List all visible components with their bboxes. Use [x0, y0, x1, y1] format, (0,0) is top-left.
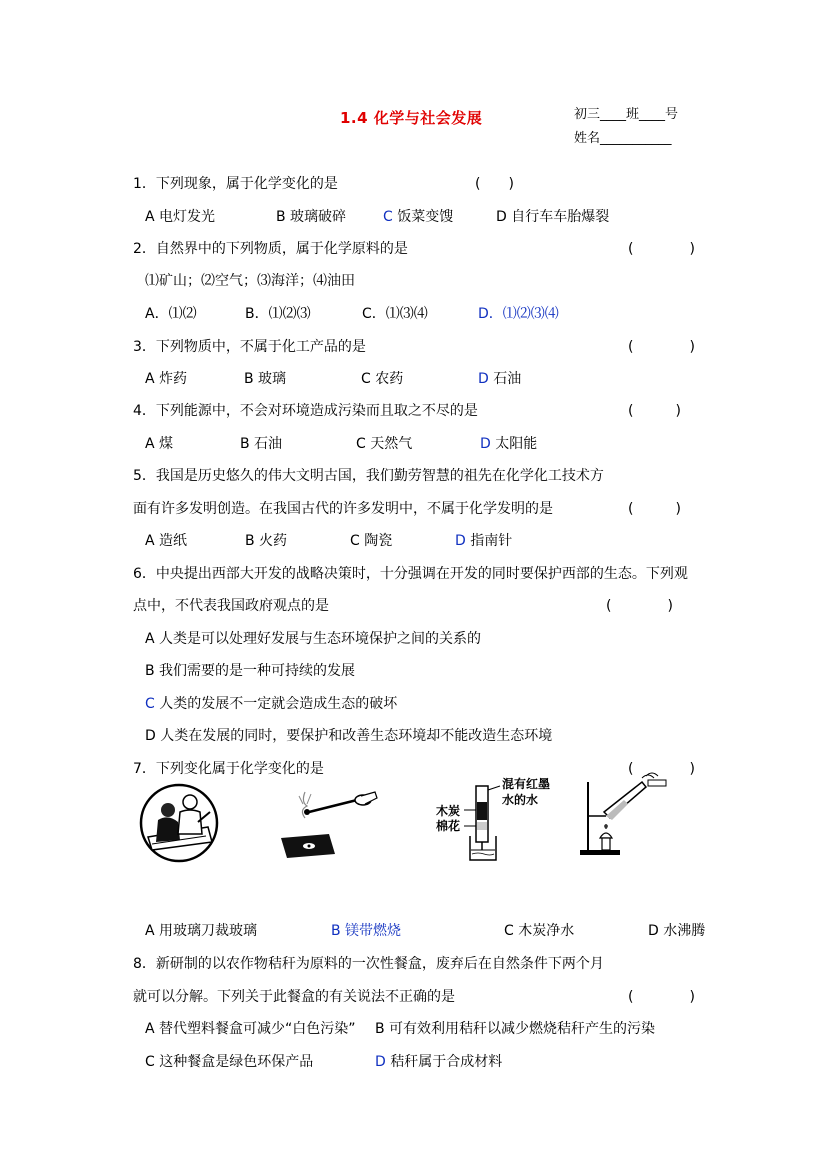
- q2-option-a: A．⑴⑵: [145, 306, 197, 322]
- q2-option-d: D．⑴⑵⑶⑷: [478, 306, 559, 322]
- q2-option-c: C．⑴⑶⑷: [362, 306, 428, 322]
- question-6-stem: 6．中央提出西部大开发的战略决策时，十分强调在开发的同时要保护西部的生态。下列观: [133, 566, 688, 582]
- q7-option-b-text: B 镁带燃烧: [331, 923, 402, 939]
- question-5-answer-paren: ( ): [628, 501, 681, 517]
- question-8-stem: 8．新研制的以农作物秸秆为原料的一次性餐盒，废弃后在自然条件下两个月: [133, 956, 604, 972]
- q5-option-c: C 陶瓷: [350, 533, 393, 549]
- q8-option-c: C 这种餐盒是绿色环保产品: [145, 1054, 314, 1070]
- q6-option-a: A 人类是可以处理好发展与生态环境保护之间的关系的: [145, 631, 482, 647]
- q6-option-d: D 人类在发展的同时，要保护和改善生态环境却不能改造生态环境: [145, 728, 553, 744]
- question-6-answer-paren: ( ): [606, 598, 673, 614]
- question-8-answer-paren: ( ): [628, 989, 695, 1005]
- q1-option-c: C 饭菜变馊: [383, 209, 454, 225]
- q8-option-a: A 替代塑料餐盒可减少“白色污染”: [145, 1021, 356, 1037]
- page-title: 1.4 化学与社会发展: [340, 109, 483, 127]
- question-4-answer-paren: ( ): [628, 403, 681, 419]
- question-3-answer-paren: ( ): [628, 339, 695, 355]
- question-7-answer-paren: ( ): [628, 761, 695, 777]
- question-5-stem-continued: 面有许多发明创造。在我国古代的许多发明中，不属于化学发明的是: [133, 501, 553, 517]
- q4-option-a: A 煤: [145, 436, 174, 452]
- question-1-answer-paren: ( ): [475, 176, 514, 192]
- question-5-stem: 5．我国是历史悠久的伟大文明古国，我们勤劳智慧的祖先在化学化工技术方: [133, 468, 604, 484]
- q2-option-b: B．⑴⑵⑶: [245, 306, 311, 322]
- name-label: [574, 127, 672, 146]
- figure-water-boiling: [576, 772, 676, 858]
- question-2-sub-list: ⑴矿山；⑵空气；⑶海洋；⑷油田: [145, 273, 355, 289]
- q6-option-c: C 人类的发展不一定就会造成生态的破坏: [145, 696, 398, 712]
- question-8-stem-continued: 就可以分解。下列关于此餐盒的有关说法不正确的是: [133, 989, 455, 1005]
- q8-option-b: B 可有效利用秸秆以减少燃烧秸秆产生的污染: [375, 1021, 656, 1037]
- figure-label-red-ink-line1: 混有红墨: [502, 777, 551, 791]
- question-1-stem: 1．下列现象，属于化学变化的是: [133, 176, 338, 192]
- q1-option-a: A 电灯发光: [145, 209, 216, 225]
- question-2-answer-paren: ( ): [628, 241, 695, 257]
- q3-option-d: D 石油: [478, 371, 522, 387]
- q5-option-d: D 指南针: [455, 533, 513, 549]
- q4-option-c: C 天然气: [356, 436, 413, 452]
- q3-option-b: B 玻璃: [244, 371, 287, 387]
- q1-option-d: D 自行车车胎爆裂: [496, 209, 610, 225]
- q3-option-a: A 炸药: [145, 371, 188, 387]
- q7-option-b: [331, 920, 401, 940]
- question-6-stem-continued: 点中，不代表我国政府观点的是: [133, 598, 329, 614]
- q6-option-b: B 我们需要的是一种可持续的发展: [145, 663, 356, 679]
- class-number-line: 初三____班____号: [574, 107, 679, 122]
- q7-option-c: C 木炭净水: [504, 923, 575, 939]
- figure-magnesium-burning: [265, 782, 385, 860]
- question-3-stem: 3．下列物质中，不属于化工产品的是: [133, 339, 366, 355]
- name-blank: ___________: [600, 131, 672, 146]
- q7-option-a: A 用玻璃刀裁玻璃: [145, 923, 258, 939]
- figure-label-red-ink-line2: 水的水: [502, 793, 539, 807]
- q8-option-d: [375, 1051, 502, 1071]
- figure-glass-cutting: [138, 782, 220, 864]
- q7-option-d: D 水沸腾: [648, 923, 706, 939]
- question-2-stem: 2．自然界中的下列物质，属于化学原料的是: [133, 241, 408, 257]
- q4-option-b: B 石油: [240, 436, 283, 452]
- name-label-text: 姓名: [574, 131, 601, 146]
- figure-label-cotton: 棉花: [436, 819, 461, 833]
- q8-option-d-text: D 秸秆属于合成材料: [375, 1054, 503, 1070]
- q1-option-b: B 玻璃破碎: [276, 209, 347, 225]
- question-7-stem: 7．下列变化属于化学变化的是: [133, 761, 324, 777]
- q5-option-a: A 造纸: [145, 533, 188, 549]
- figure-label-charcoal: 木炭: [436, 804, 461, 818]
- question-4-stem: 4．下列能源中，不会对环境造成污染而且取之不尽的是: [133, 403, 478, 419]
- q3-option-c: C 农药: [361, 371, 404, 387]
- q4-option-d: D 太阳能: [480, 436, 538, 452]
- q5-option-b: B 火药: [245, 533, 288, 549]
